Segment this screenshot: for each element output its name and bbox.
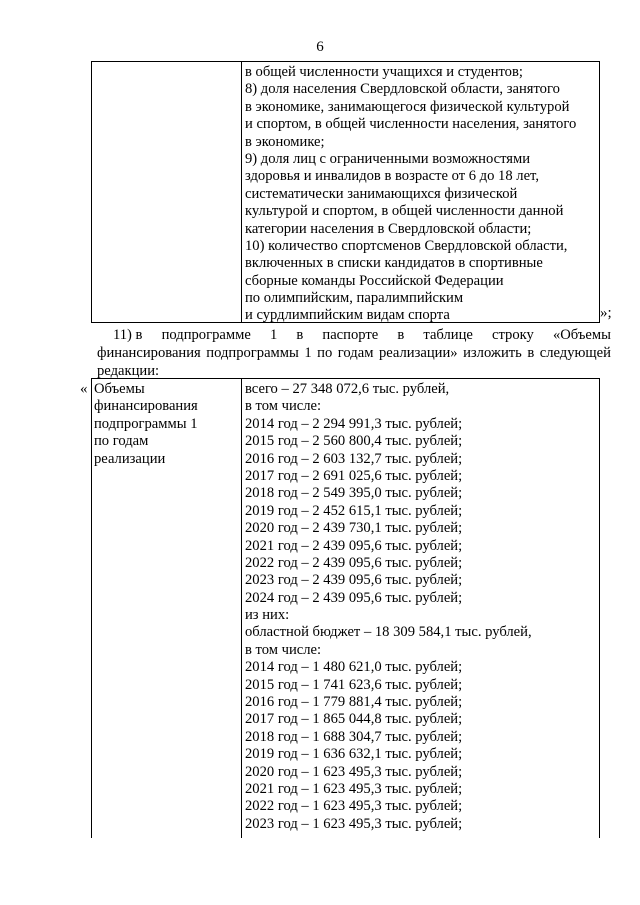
text-line: включенных в списки кандидатов в спортивные [245,255,543,272]
text-line: в том числе: [245,398,322,415]
financing-table-right-cell [245,381,532,833]
text-line: культурой и спортом, в общей численности данной [245,203,564,220]
word: изложить [463,345,522,361]
text-line: 2021 год – 1 623 495,3 тыс. рублей; [245,780,463,797]
text-line: реализации [94,450,166,467]
word: «Объемы [552,327,611,343]
text-line: Объемы [94,381,145,397]
word: в [296,327,304,343]
word: реализации» [378,345,458,361]
text-line: 10) количество спортсменов Свердловской области, [245,237,568,254]
word: 1 [269,327,278,343]
text-line: в экономике, занимающегося физической культурой [245,98,570,115]
text-line: и сурдлимпийским видам спорта [245,307,450,324]
text-line: 2023 год – 2 439 095,6 тыс. рублей; [245,572,463,589]
text-line: в экономике; [245,133,325,150]
page-number: 6 [316,39,324,55]
text-line: 2021 год – 2 439 095,6 тыс. рублей; [245,537,463,554]
text-line: из них: [245,607,290,624]
text-line: 2018 год – 1 688 304,7 тыс. рублей; [245,728,463,745]
word: 11) в [113,327,143,343]
word: паспорте [322,327,379,343]
text-line: подпрограммы 1 [94,415,198,432]
word: таблице [423,327,473,343]
text-line: 2016 год – 1 779 881,4 тыс. рублей; [245,694,463,711]
text-line: 2014 год – 2 294 991,3 тыс. рублей; [245,415,463,432]
text-line: и спортом, в общей численности населения, занятого [245,116,577,133]
text-line: в общей численности учащихся и студентов; [245,64,523,80]
text-line: 2018 год – 2 549 395,0 тыс. рублей; [245,485,463,502]
text-line: 2024 год – 2 439 095,6 тыс. рублей; [245,589,463,606]
text-line: 2017 год – 2 691 025,6 тыс. рублей; [245,467,463,484]
text-line: 2022 год – 1 623 495,3 тыс. рублей; [245,798,463,815]
paragraph-line-3: редакции: [97,363,160,379]
text-line: здоровья и инвалидов в возрасте от 6 до 18 лет, [245,168,539,185]
word: строку [492,327,534,343]
column-divider [241,378,242,838]
word: годам [337,345,374,361]
word: следующей [539,345,611,361]
text-line: 2019 год – 1 636 632,1 тыс. рублей; [245,746,463,763]
word: подпрограммы [206,345,299,361]
text-line: 9) доля лиц с ограниченными возможностями [245,150,531,167]
financing-table-left-cell [94,381,198,468]
word: по [317,345,333,361]
text-line: всего – 27 348 072,6 тыс. рублей, [245,381,450,397]
text-line: 2015 год – 2 560 800,4 тыс. рублей; [245,433,463,450]
closing-quote-mark: »; [600,305,612,321]
paragraph-line-1 [97,326,611,344]
text-line: областной бюджет – 18 309 584,1 тыс. рублей, [245,624,532,641]
word: финансирования [97,345,201,361]
word: в [527,345,535,361]
text-line: 2020 год – 1 623 495,3 тыс. рублей; [245,763,463,780]
text-line: 2017 год – 1 865 044,8 тыс. рублей; [245,711,463,728]
text-line: 2022 год – 2 439 095,6 тыс. рублей; [245,554,463,571]
text-line: 2016 год – 2 603 132,7 тыс. рублей; [245,450,463,467]
text-line: 2014 год – 1 480 621,0 тыс. рублей; [245,659,463,676]
text-line: категории населения в Свердловской области; [245,220,532,237]
word: подпрограмме [161,327,251,343]
text-line: финансирования [94,398,198,415]
text-line: по олимпийским, паралимпийским [245,290,464,307]
text-line: в том числе: [245,641,322,658]
opening-quote-mark: « [80,381,88,397]
amendment-paragraph [97,326,611,380]
text-line: 8) доля населения Свердловской области, занятого [245,81,560,98]
text-line: 2019 год – 2 452 615,1 тыс. рублей; [245,502,463,519]
text-line: 2023 год – 1 623 495,3 тыс. рублей; [245,815,463,832]
text-line: сборные команды Российской Федерации [245,272,504,289]
paragraph-line-2 [97,344,611,362]
word: в [397,327,405,343]
text-line: 2015 год – 1 741 623,6 тыс. рублей; [245,676,463,693]
text-line: систематически занимающихся физической [245,185,518,202]
table-continuation-right-cell [245,64,576,325]
column-divider [241,61,242,323]
text-line: по годам [94,433,149,450]
text-line: 2020 год – 2 439 730,1 тыс. рублей; [245,520,463,537]
word: 1 [304,345,312,361]
